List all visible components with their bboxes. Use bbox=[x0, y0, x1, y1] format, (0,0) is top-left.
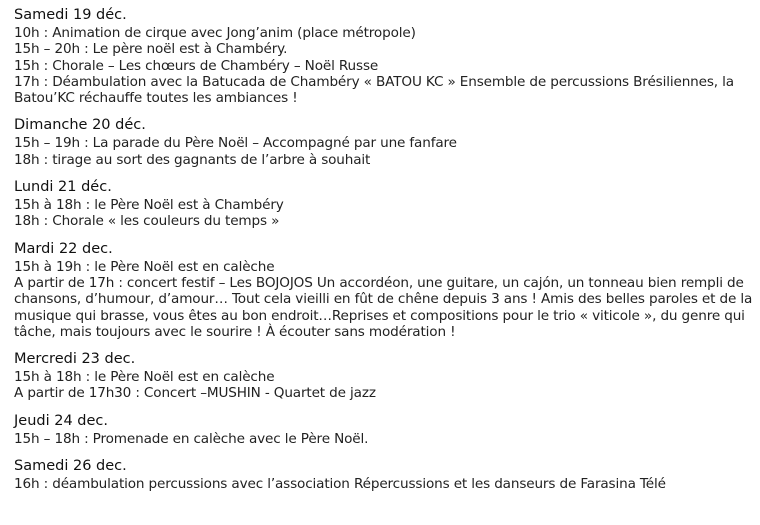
event-line: 15h – 20h : Le père noël est à Chambéry. bbox=[14, 41, 288, 58]
event-line: 15h à 18h : le Père Noël est en calèche bbox=[14, 369, 275, 386]
event-line: 18h : Chorale « les couleurs du temps » bbox=[14, 213, 280, 230]
day-title: Lundi 21 déc. bbox=[14, 179, 112, 196]
day-title: Mardi 22 dec. bbox=[14, 240, 113, 257]
event-schedule bbox=[14, 6, 754, 492]
day-section bbox=[14, 457, 754, 492]
event-line: 17h : Déambulation avec la Batucada de Chambéry « BATOU KC » Ensemble de percussions Brésiliennes, la Batou’KC réchauffe toutes les ambiances ! bbox=[14, 73, 734, 107]
day-title: Mercredi 23 dec. bbox=[14, 351, 136, 368]
event-line: 15h – 18h : Promenade en calèche avec le Père Noël. bbox=[14, 430, 369, 447]
day-title: Samedi 19 déc. bbox=[14, 7, 127, 23]
event-line: 15h à 19h : le Père Noël est en calèche bbox=[14, 258, 275, 275]
event-line: 10h : Animation de cirque avec Jong’anim (place métropole) bbox=[14, 25, 416, 41]
event-line: A partir de 17h : concert festif – Les BOJOJOS Un accordéon, une guitare, un cajón, un tonneau bien rempli de chansons, d’humour, d’amour… Tout cela vieilli en fût de chêne depuis 3 ans ! Amis des belles paroles et de la musique qui brasse, vous êtes au bon endroit…Reprises et compositions pour le trio « viticole », du genre qui tâche, mais toujours avec le sourire ! À écouter sans modération ! bbox=[14, 274, 753, 340]
day-title: Jeudi 24 dec. bbox=[14, 412, 108, 429]
event-line: 15h – 19h : La parade du Père Noël – Accompagné par une fanfare bbox=[14, 135, 457, 152]
event-line: 15h à 18h : le Père Noël est à Chambéry bbox=[14, 197, 284, 214]
day-section bbox=[14, 240, 754, 340]
day-section bbox=[14, 178, 754, 230]
event-line: A partir de 17h30 : Concert –MUSHIN - Quartet de jazz bbox=[14, 385, 376, 402]
day-title: Samedi 26 dec. bbox=[14, 458, 127, 475]
event-line: 18h : tirage au sort des gagnants de l’arbre à souhait bbox=[14, 151, 371, 168]
day-section bbox=[14, 116, 754, 168]
event-line: 16h : déambulation percussions avec l’association Répercussions et les danseurs de Farasina Télé bbox=[14, 476, 666, 493]
day-section bbox=[14, 6, 754, 106]
day-title: Dimanche 20 déc. bbox=[14, 117, 146, 134]
event-line: 15h : Chorale – Les chœurs de Chambéry – Noël Russe bbox=[14, 57, 379, 74]
day-section bbox=[14, 412, 754, 447]
day-section bbox=[14, 350, 754, 402]
